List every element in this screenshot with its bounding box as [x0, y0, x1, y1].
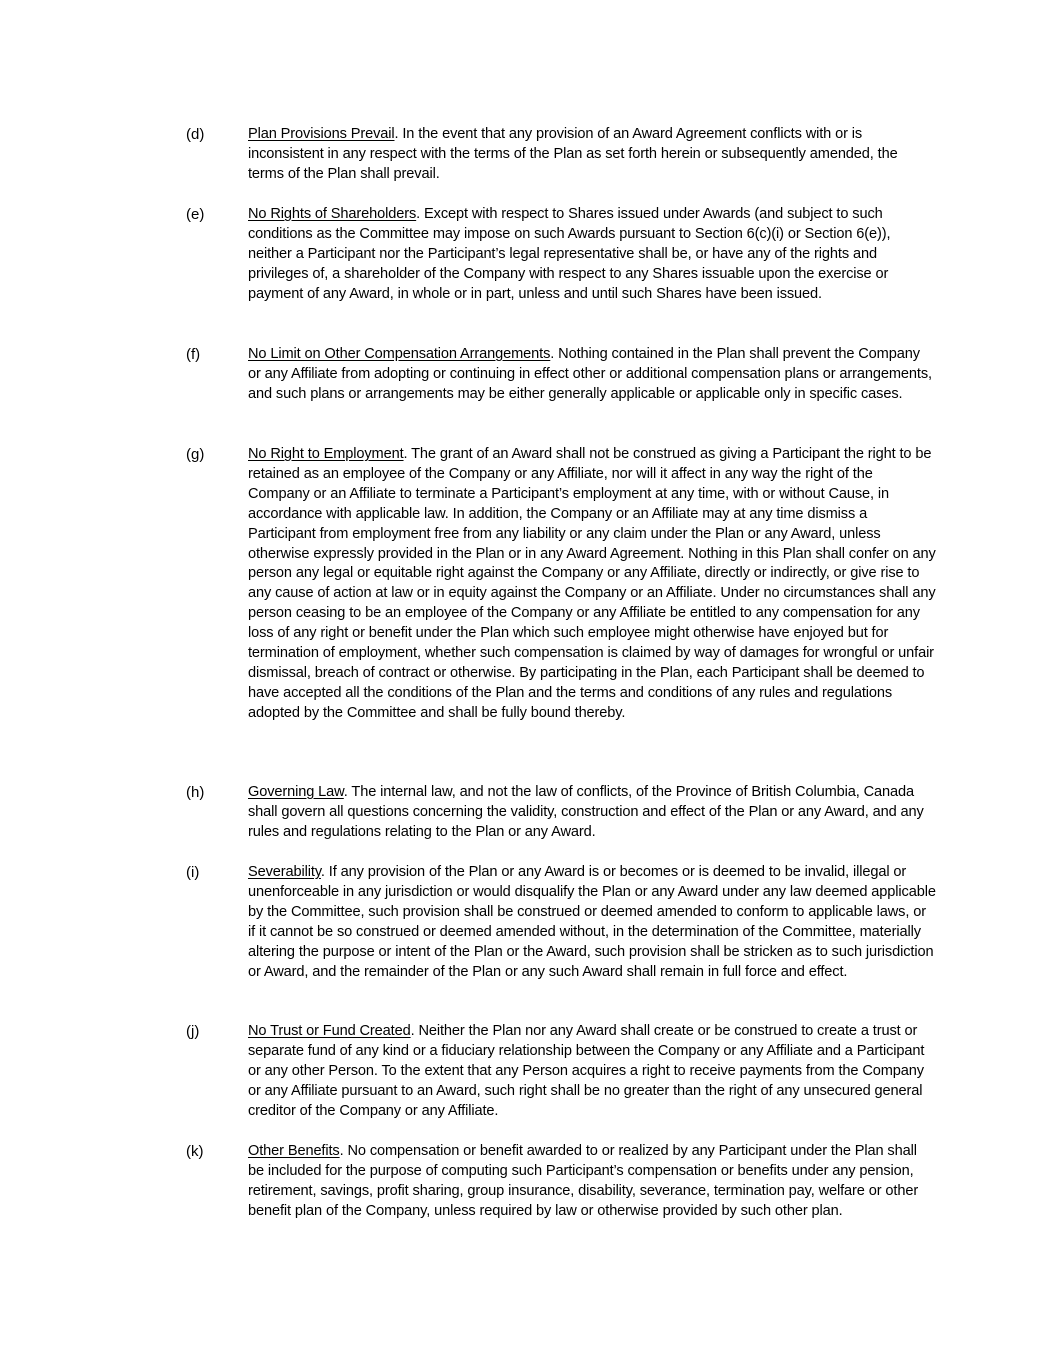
section-heading: No Limit on Other Compensation Arrangements [248, 346, 551, 362]
section-letter: (h) [186, 784, 205, 801]
section-letter: (e) [186, 206, 205, 223]
section-body: . In the event that any provision of an Award Agreement conflicts with or is inconsistent in any respect with the terms of the Plan as set forth herein or subsequently amended, the terms of the Plan shall prevail. [248, 126, 898, 182]
section-text [248, 1142, 936, 1222]
section-body: . Neither the Plan nor any Award shall create or be construed to create a trust or separate fund of any kind or a fiduciary relationship between the Company or any Affiliate and a Participant or any other Person. To the extent that any Person acquires a right to receive payments from the Company or any Affiliate pursuant to an Award, such right shall be no greater than the right of any unsecured general creditor of the Company or any Affiliate. [248, 1023, 925, 1119]
section-letter: (g) [186, 446, 205, 463]
section-body: . No compensation or benefit awarded to or realized by any Participant under the Plan shall be included for the purpose of computing such Participant’s compensation or benefits under any pension, retirement, savings, profit sharing, group insurance, disability, severance, termination pay, welfare or other benefit plan of the Company, unless required by law or otherwise provided by such other plan. [248, 1143, 919, 1219]
section-body: . Nothing contained in the Plan shall prevent the Company or any Affiliate from adopting or continuing in effect other or additional compensation plans or arrangements, and such plans or arrangements may be either generally applicable or applicable only in specific cases. [248, 346, 932, 402]
section-heading: No Rights of Shareholders [248, 206, 417, 222]
section-letter: (f) [186, 346, 201, 363]
section-text [248, 125, 936, 185]
section-text [248, 205, 936, 305]
section-heading: No Right to Employment [248, 446, 404, 462]
section-body: . If any provision of the Plan or any Award is or becomes or is deemed to be invalid, illegal or unenforceable in any jurisdiction or would disqualify the Plan or any Award under any law deemed applicable by the Committee, such provision shall be construed or deemed amended to conform to applicable laws, or if it cannot be so construed or deemed amended without, in the determination of the Committee, materially altering the purpose or intent of the Plan or the Award, such provision shall be stricken as to such jurisdiction or Award, and the remainder of the Plan or any such Award shall remain in full force and effect. [248, 864, 936, 980]
section-heading: Governing Law [248, 784, 344, 800]
section-text [248, 345, 936, 405]
section-heading: No Trust or Fund Created [248, 1023, 411, 1039]
section-heading: Plan Provisions Prevail [248, 126, 395, 142]
section-letter: (k) [186, 1143, 204, 1160]
section-text [248, 445, 936, 724]
section-letter: (d) [186, 126, 205, 143]
section-body: . Except with respect to Shares issued under Awards (and subject to such conditions as the Committee may impose on such Awards pursuant to Section 6(c)(i) or Section 6(e)), neither a Participant nor the Participant’s legal representative shall be, or have any of the rights and privileges of, a shareholder of the Company with respect to any Shares issuable upon the exercise or payment of any Award, in whole or in part, unless and until such Shares have been issued. [248, 206, 891, 302]
section-letter: (j) [186, 1023, 200, 1040]
section-text [248, 1022, 936, 1122]
section-text [248, 783, 936, 843]
section-letter: (i) [186, 864, 200, 881]
section-text [248, 863, 936, 982]
section-heading: Severability [248, 864, 321, 880]
section-body: . The grant of an Award shall not be construed as giving a Participant the right to be retained as an employee of the Company or any Affiliate, nor will it affect in any way the right of the Company or an Affiliate to terminate a Participant’s employment at any time, with or without Cause, in accordance with applicable law. In addition, the Company or an Affiliate may at any time dismiss a Participant from employment free from any liability or any claim under the Plan or any Award, unless otherwise expressly provided in the Plan or in any Award Agreement. Nothing in this Plan shall confer on any person any legal or equitable right against the Company or any Affiliate, directly or indirectly, or give rise to any cause of action at law or in equity against the Company or an Affiliate. Under no circumstances shall any person ceasing to be an employee of the Company or any Affiliate be entitled to any compensation for any loss of any right or benefit under the Plan which such employee might otherwise have enjoyed but for termination of employment, whether such compensation is claimed by way of damages for wrongful or unfair dismissal, breach of contract or otherwise. By participating in the Plan, each Participant shall be deemed to have accepted all the conditions of the Plan and the terms and conditions of any rules and regulations adopted by the Committee and shall be fully bound thereby. [248, 446, 936, 721]
section-heading: Other Benefits [248, 1143, 340, 1159]
section-body: . The internal law, and not the law of conflicts, of the Province of British Columbia, Canada shall govern all questions concerning the validity, construction and effect of the Plan or any Award, and any rules and regulations relating to the Plan or any Award. [248, 784, 924, 840]
